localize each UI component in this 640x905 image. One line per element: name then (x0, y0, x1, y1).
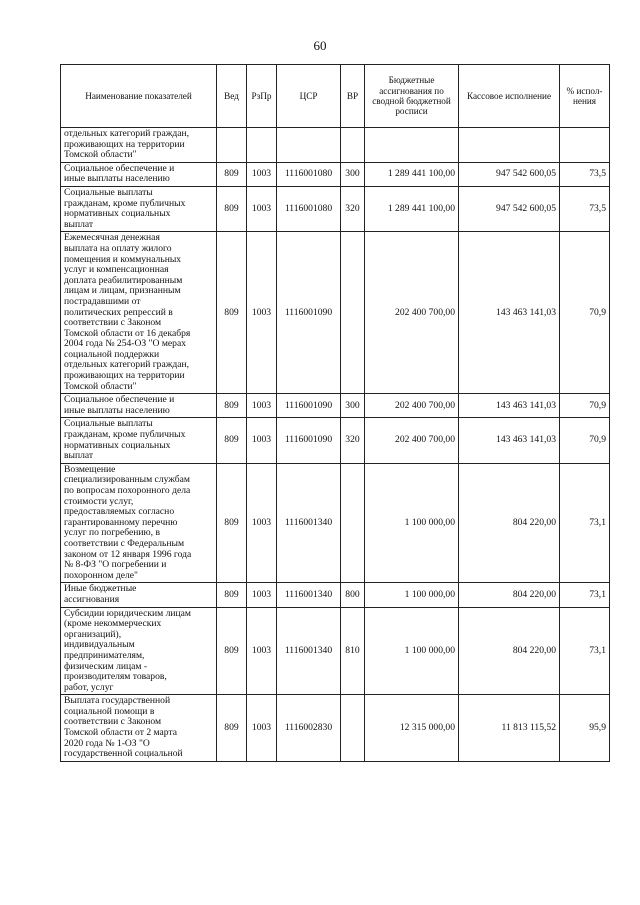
cell-ved: 809 (217, 583, 247, 607)
cell-percent: 73,1 (560, 583, 610, 607)
table-row (61, 695, 610, 762)
cell-percent: 70,9 (560, 418, 610, 463)
table-header-row (61, 65, 610, 128)
cell-rzpr: 1003 (247, 162, 277, 186)
cell-percent (560, 128, 610, 163)
cell-csr (277, 128, 341, 163)
cell-csr: 1116002830 (277, 695, 341, 762)
cell-rzpr: 1003 (247, 186, 277, 231)
cell-name: Выплата государственной социальной помощи в соответствии с Законом Томской области от 2 марта 2020 года № 1-ОЗ "О государственной социальной (61, 695, 217, 762)
cell-cash: 143 463 141,03 (459, 232, 560, 394)
cell-vr: 810 (341, 607, 365, 695)
cell-cash (459, 128, 560, 163)
cell-vr: 300 (341, 394, 365, 418)
cell-rzpr: 1003 (247, 695, 277, 762)
cell-rzpr (247, 128, 277, 163)
cell-ved: 809 (217, 463, 247, 583)
cell-percent: 73,1 (560, 607, 610, 695)
cell-csr: 1116001340 (277, 463, 341, 583)
cell-csr: 1116001340 (277, 607, 341, 695)
cell-cash: 143 463 141,03 (459, 394, 560, 418)
cell-name: Ежемесячная денежная выплата на оплату жилого помещения и коммунальных услуг и компенсационная доплата реабилитированным лицам и лицам, признанным пострадавшими от политических репрессий в соответствии с Законом Томской области от 16 декабря 2004 года № 254-ОЗ "О мерах социальной поддержки отдельных категорий граждан, проживающих на территории Томской области" (61, 232, 217, 394)
cell-percent: 73,5 (560, 186, 610, 231)
cell-ved: 809 (217, 695, 247, 762)
table-row (61, 394, 610, 418)
header-name: Наименование показателей (61, 65, 217, 128)
cell-name: Социальное обеспечение и иные выплаты населению (61, 162, 217, 186)
cell-csr: 1116001080 (277, 162, 341, 186)
cell-ved: 809 (217, 186, 247, 231)
cell-name: Субсидии юридическим лицам (кроме некоммерческих организаций), индивидуальным предпринимателям, физическим лицам - производителям товаров, работ, услуг (61, 607, 217, 695)
cell-cash: 11 813 115,52 (459, 695, 560, 762)
cell-budget: 1 289 441 100,00 (365, 162, 459, 186)
cell-name: Иные бюджетные ассигнования (61, 583, 217, 607)
cell-ved: 809 (217, 607, 247, 695)
cell-csr: 1116001090 (277, 394, 341, 418)
cell-name: Социальные выплаты гражданам, кроме публичных нормативных социальных выплат (61, 418, 217, 463)
table-row (61, 128, 610, 163)
header-budget: Бюджетные ассигнования по сводной бюджетной росписи (365, 65, 459, 128)
cell-vr: 300 (341, 162, 365, 186)
cell-csr: 1116001340 (277, 583, 341, 607)
table-body (61, 128, 610, 762)
cell-budget: 202 400 700,00 (365, 418, 459, 463)
cell-percent: 70,9 (560, 232, 610, 394)
cell-budget: 1 100 000,00 (365, 607, 459, 695)
page-number: 60 (313, 38, 327, 53)
cell-ved: 809 (217, 394, 247, 418)
cell-name: отдельных категорий граждан, проживающих на территории Томской области" (61, 128, 217, 163)
table-row (61, 583, 610, 607)
cell-percent: 73,1 (560, 463, 610, 583)
table-row (61, 162, 610, 186)
cell-vr (341, 128, 365, 163)
header-cash: Кассовое исполнение (459, 65, 560, 128)
cell-budget: 202 400 700,00 (365, 394, 459, 418)
cell-csr: 1116001090 (277, 232, 341, 394)
cell-percent: 73,5 (560, 162, 610, 186)
cell-csr: 1116001090 (277, 418, 341, 463)
cell-budget: 202 400 700,00 (365, 232, 459, 394)
cell-cash: 947 542 600,05 (459, 186, 560, 231)
cell-name: Социальное обеспечение и иные выплаты населению (61, 394, 217, 418)
cell-rzpr: 1003 (247, 463, 277, 583)
table-row (61, 186, 610, 231)
cell-vr: 320 (341, 186, 365, 231)
table-row (61, 232, 610, 394)
cell-vr: 800 (341, 583, 365, 607)
cell-budget: 1 100 000,00 (365, 583, 459, 607)
header-csr: ЦСР (277, 65, 341, 128)
cell-budget (365, 128, 459, 163)
cell-rzpr: 1003 (247, 418, 277, 463)
cell-ved: 809 (217, 232, 247, 394)
header-vr: ВР (341, 65, 365, 128)
header-percent: % испол-нения (560, 65, 610, 128)
cell-rzpr: 1003 (247, 583, 277, 607)
cell-cash: 947 542 600,05 (459, 162, 560, 186)
cell-percent: 95,9 (560, 695, 610, 762)
cell-ved (217, 128, 247, 163)
cell-cash: 143 463 141,03 (459, 418, 560, 463)
cell-rzpr: 1003 (247, 394, 277, 418)
table-row (61, 463, 610, 583)
cell-ved: 809 (217, 418, 247, 463)
cell-name: Социальные выплаты гражданам, кроме публичных нормативных социальных выплат (61, 186, 217, 231)
cell-vr (341, 232, 365, 394)
cell-budget: 1 289 441 100,00 (365, 186, 459, 231)
cell-budget: 12 315 000,00 (365, 695, 459, 762)
cell-rzpr: 1003 (247, 232, 277, 394)
cell-vr (341, 695, 365, 762)
cell-cash: 804 220,00 (459, 463, 560, 583)
cell-vr: 320 (341, 418, 365, 463)
cell-name: Возмещение специализированным службам по вопросам похоронного дела стоимости услуг, предоставляемых согласно гарантированному перечню услуг по погребению, в соответствии с Федеральным законом от 12 января 1996 года № 8-ФЗ "О погребении и похоронном деле" (61, 463, 217, 583)
cell-percent: 70,9 (560, 394, 610, 418)
budget-execution-table (60, 64, 610, 762)
cell-cash: 804 220,00 (459, 583, 560, 607)
table-row (61, 418, 610, 463)
cell-cash: 804 220,00 (459, 607, 560, 695)
table-row (61, 607, 610, 695)
cell-vr (341, 463, 365, 583)
cell-rzpr: 1003 (247, 607, 277, 695)
header-ved: Вед (217, 65, 247, 128)
cell-ved: 809 (217, 162, 247, 186)
header-rzpr: РзПр (247, 65, 277, 128)
cell-budget: 1 100 000,00 (365, 463, 459, 583)
cell-csr: 1116001080 (277, 186, 341, 231)
